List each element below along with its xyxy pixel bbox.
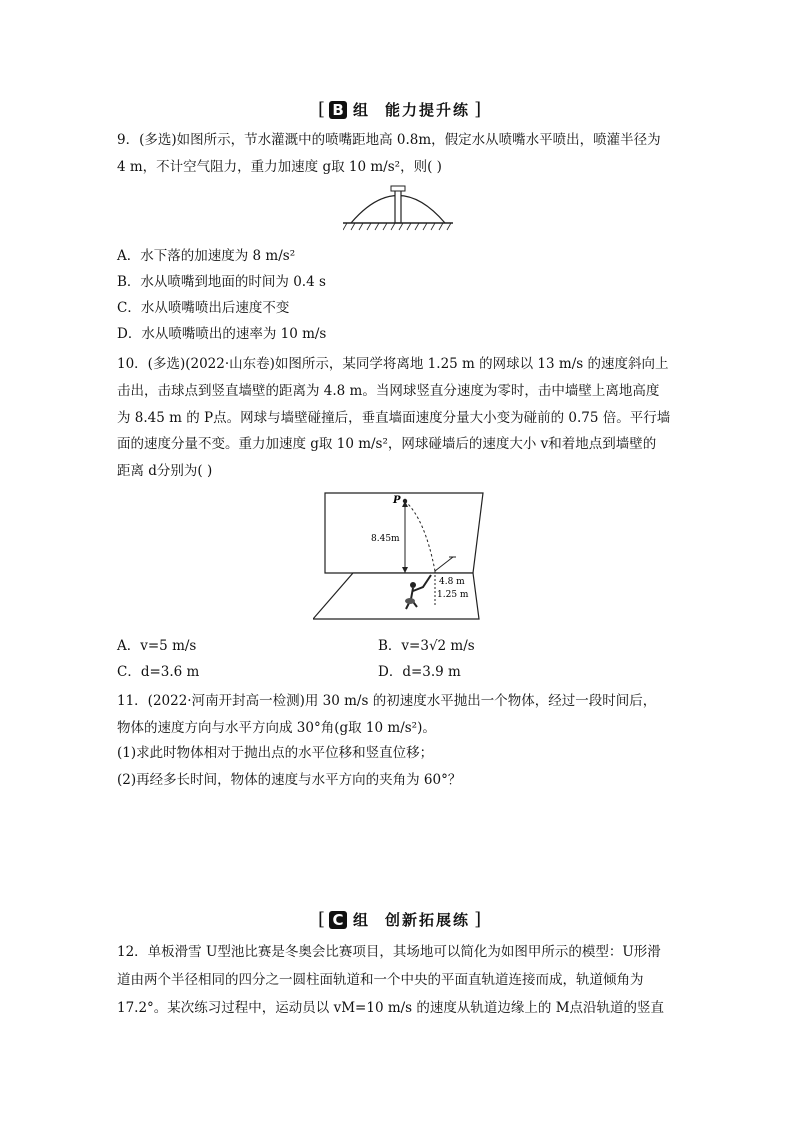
q10-option-b: B．v=3√2 m/s [378, 638, 475, 654]
section-group-label: 组 [353, 101, 370, 119]
q10-line3: 为 8.45 m 的 P点。网球与墙壁碰撞后，垂直墙面速度分量大小变为碰前的 0.75 倍。平行墙 [117, 410, 671, 426]
q10-option-c: C．d=3.6 m [117, 664, 200, 680]
q12-line2: 道由两个半径相同的四分之一圆柱面轨道和一个中央的平面直轨道连接而成，轨道倾角为 [117, 972, 644, 988]
tennis-wall-figure [313, 489, 493, 624]
height-845-label: 8.45m [371, 534, 400, 544]
q11-line2: 物体的速度方向与水平方向成 30°角(g取 10 m/s²)。 [117, 720, 436, 736]
q9-line2: 4 m，不计空气阻力，重力加速度 g取 10 m/s²，则( ) [117, 159, 442, 175]
section-c-header [318, 909, 481, 930]
section-title: 创新拓展练 [385, 911, 471, 929]
section-b-header [318, 99, 481, 120]
q10-option-a: A．v=5 m/s [117, 638, 197, 654]
q12-line1: 12．单板滑雪 U型池比赛是冬奥会比赛项目，其场地可以简化为如图甲所示的模型：U形滑 [117, 944, 661, 960]
q11-line1: 11．(2022·河南开封高一检测)用 30 m/s 的初速度水平抛出一个物体，经过一段时间后， [117, 693, 657, 709]
bracket-left: [ [318, 99, 326, 120]
section-title: 能力提升练 [385, 101, 471, 119]
section-group-label: 组 [353, 911, 370, 929]
q9-option-a: A．水下落的加速度为 8 m/s² [117, 248, 296, 264]
q9-option-d: D．水从喷嘴喷出的速率为 10 m/s [117, 326, 327, 342]
q9-line1: 9．(多选)如图所示，节水灌溉中的喷嘴距地高 0.8m，假定水从喷嘴水平喷出，喷灌半径为 [117, 132, 661, 148]
distance-48-label: 4.8 m [439, 577, 465, 587]
q11-line4: (2)再经多长时间，物体的速度与水平方向的夹角为 60°？ [117, 772, 462, 788]
q10-line1: 10．(多选)(2022·山东卷)如图所示，某同学将离地 1.25 m 的网球以 13 m/s 的速度斜向上 [117, 356, 669, 372]
sprinkler-figure [343, 180, 453, 235]
q10-line2: 击出，击球点到竖直墙壁的距离为 4.8 m。当网球竖直分速度为零时，击中墙壁上离地高度 [117, 383, 660, 399]
bracket-left: [ [318, 909, 326, 930]
q9-option-b: B．水从喷嘴到地面的时间为 0.4 s [117, 274, 326, 290]
point-p-label: P [393, 495, 401, 506]
section-letter-badge: B [329, 101, 347, 119]
bracket-right: ] [474, 99, 482, 120]
q9-option-c: C．水从喷嘴喷出后速度不变 [117, 300, 290, 316]
q11-line3: (1)求此时物体相对于抛出点的水平位移和竖直位移； [117, 745, 434, 761]
q12-line3: 17.2°。某次练习过程中，运动员以 vM=10 m/s 的速度从轨道边缘上的 M点沿轨道的竖直 [117, 1000, 665, 1016]
bracket-right: ] [474, 909, 482, 930]
height-125-label: 1.25 m [437, 590, 469, 600]
q10-option-d: D．d=3.9 m [378, 664, 461, 680]
q10-line4: 面的速度分量不变。重力加速度 g取 10 m/s²，网球碰墙后的速度大小 v和着地点到墙壁的 [117, 436, 657, 452]
section-letter-badge: C [329, 911, 347, 929]
q10-line5: 距离 d分别为( ) [117, 463, 213, 479]
